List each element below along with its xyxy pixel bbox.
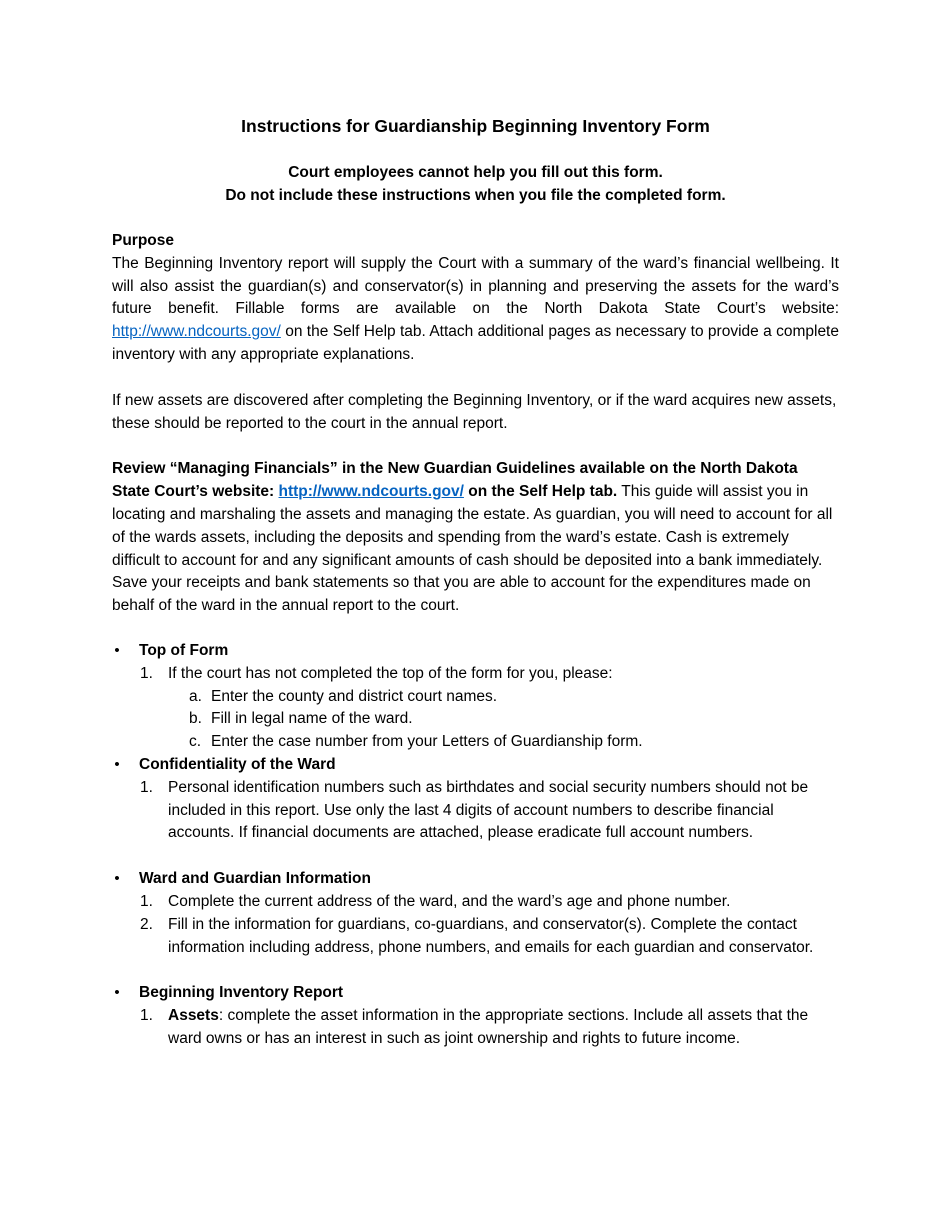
top-of-form-sub-c bbox=[112, 731, 839, 754]
top-of-form-item-1 bbox=[112, 663, 839, 686]
bullet-icon: • bbox=[114, 870, 120, 888]
sub-text: Fill in legal name of the ward. bbox=[211, 710, 413, 728]
review-bold-start: Review “Managing Financials” in the New Guardian Guidelines available on the North Dakota State Court’s website: bbox=[112, 460, 798, 501]
section-ward-guardian bbox=[112, 868, 839, 891]
item-text: Complete the current address of the ward, and the ward’s age and phone number. bbox=[168, 892, 731, 910]
section-beginning-inventory bbox=[112, 982, 839, 1005]
confidentiality-item-1 bbox=[112, 777, 839, 845]
item-text: Fill in the information for guardians, co-guardians, and conservator(s). Complete the contact information including address, phone numbers, and emails for each guardian and conservator. bbox=[168, 915, 814, 956]
item-text: If the court has not completed the top of the form for you, please: bbox=[168, 664, 613, 682]
item-number: 1. bbox=[140, 664, 153, 682]
subtitle-line-2: Do not include these instructions when you file the completed form. bbox=[225, 187, 726, 204]
document-title: Instructions for Guardianship Beginning Inventory Form bbox=[241, 116, 710, 136]
review-paragraph bbox=[112, 458, 839, 618]
instructions-list bbox=[112, 640, 839, 1051]
confidentiality-heading: Confidentiality of the Ward bbox=[139, 755, 336, 773]
purpose-heading: Purpose bbox=[112, 232, 175, 249]
sub-marker: c. bbox=[189, 733, 202, 751]
sub-marker: a. bbox=[189, 687, 202, 705]
item-number: 1. bbox=[140, 1007, 153, 1025]
ndcourts-link-review[interactable]: http://www.ndcourts.gov/ bbox=[278, 483, 464, 501]
ward-guardian-heading: Ward and Guardian Information bbox=[139, 870, 371, 888]
item-text bbox=[168, 1007, 808, 1047]
top-of-form-sub-a bbox=[112, 686, 839, 709]
top-of-form-sub-b bbox=[112, 708, 839, 731]
bullet-icon: • bbox=[114, 755, 120, 773]
section-confidentiality bbox=[112, 754, 839, 777]
subtitle-notice bbox=[112, 161, 839, 207]
purpose-text-end: on the Self Help tab. Attach additional pages as necessary to provide a complete inventory with any appropriate explanations. bbox=[112, 323, 839, 363]
assets-text: : complete the asset information in the appropriate sections. Include all assets that the ward owns or has an interest in such as joint ownership and rights to future income. bbox=[168, 1007, 809, 1047]
review-text: This guide will assist you in locating and marshaling the assets and managing the estate. As guardian, you will need to account for all of the wards assets, including the deposits and spending from the ward’s estate. Cash is extremely difficult to account for and any significant amounts of cash should be deposited into a bank immediately. Save your receipts and bank statements so that you are able to account for the expenditures made on behalf of the ward in the annual report to the court. bbox=[112, 483, 833, 615]
purpose-paragraph bbox=[112, 253, 839, 367]
item-number: 2. bbox=[140, 915, 153, 933]
subtitle-line-1: Court employees cannot help you fill out this form. bbox=[288, 164, 663, 181]
item-number: 1. bbox=[140, 778, 153, 796]
beginning-inventory-item-1 bbox=[112, 1005, 839, 1051]
assets-label: Assets bbox=[168, 1007, 219, 1025]
document-page bbox=[112, 112, 839, 1051]
sub-marker: b. bbox=[189, 710, 202, 728]
sub-text: Enter the county and district court names. bbox=[211, 687, 498, 705]
section-top-of-form bbox=[112, 640, 839, 663]
ward-guardian-item-2 bbox=[112, 914, 839, 960]
item-number: 1. bbox=[140, 892, 153, 910]
new-assets-paragraph: If new assets are discovered after completing the Beginning Inventory, or if the ward acquires new assets, these should be reported to the court in the annual report. bbox=[112, 391, 837, 432]
item-text: Personal identification numbers such as birthdates and social security numbers should not be included in this report. Use only the last 4 digits of account numbers to describe financial accounts. If financial documents are attached, please eradicate full account numbers. bbox=[168, 778, 809, 842]
purpose-text-start: The Beginning Inventory report will supply the Court with a summary of the ward’s financial wellbeing. It will also assist the guardian(s) and conservator(s) in planning and preserving the assets for the ward’s future benefit. Fillable forms are available on the North Dakota State Court’s website: bbox=[112, 254, 839, 318]
sub-text: Enter the case number from your Letters of Guardianship form. bbox=[211, 733, 643, 751]
ward-guardian-item-1 bbox=[112, 891, 839, 914]
beginning-inventory-heading: Beginning Inventory Report bbox=[139, 984, 344, 1002]
ndcourts-link[interactable]: http://www.ndcourts.gov/ bbox=[112, 323, 281, 341]
top-of-form-heading: Top of Form bbox=[139, 641, 229, 659]
bullet-icon: • bbox=[114, 641, 120, 659]
review-bold-end: on the Self Help tab. bbox=[463, 483, 618, 501]
bullet-icon: • bbox=[114, 984, 120, 1002]
